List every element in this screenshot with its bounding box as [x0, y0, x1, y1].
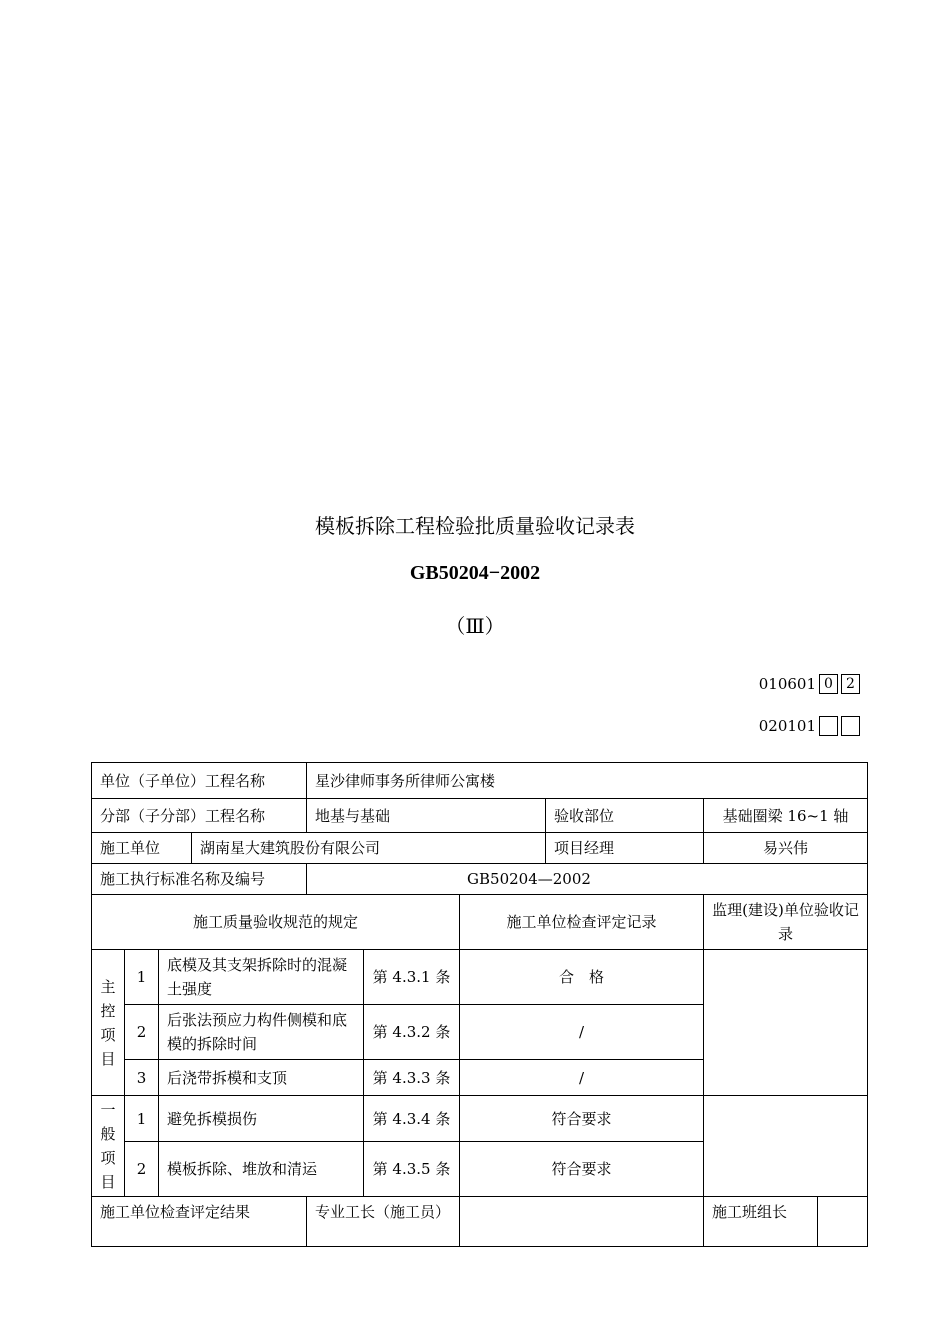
item-clause: 第 4.3.5 条	[364, 1142, 460, 1197]
foreman-label: 专业工长（施工员）	[307, 1197, 460, 1247]
item-clause: 第 4.3.4 条	[364, 1096, 460, 1142]
team-leader-signature	[818, 1197, 868, 1247]
main-control-label: 主控项目	[92, 950, 125, 1096]
code-row-2	[759, 716, 860, 736]
item-clause: 第 4.3.1 条	[364, 950, 460, 1005]
item-clause: 第 4.3.3 条	[364, 1060, 460, 1096]
division-value: 地基与基础	[307, 799, 546, 833]
inspection-table	[91, 762, 868, 1247]
roman-numeral: （Ⅲ）	[445, 614, 505, 638]
item-number: 2	[125, 1005, 159, 1060]
item-description: 避免拆模损伤	[159, 1096, 364, 1142]
contractor-label: 施工单位	[92, 833, 192, 864]
item-result: 符合要求	[460, 1142, 704, 1197]
item-result: 合 格	[460, 950, 704, 1005]
contractor-value: 湖南星大建筑股份有限公司	[192, 833, 546, 864]
team-leader-label: 施工班组长	[704, 1197, 818, 1247]
eval-result-label: 施工单位检查评定结果	[92, 1197, 307, 1247]
accept-part-value: 基础圈梁 16~1 轴	[704, 799, 868, 833]
item-description: 模板拆除、堆放和清运	[159, 1142, 364, 1197]
item-number: 1	[125, 950, 159, 1005]
code-prefix: 020101	[758, 717, 816, 735]
item-number: 3	[125, 1060, 159, 1096]
code-box[interactable]	[841, 716, 860, 736]
std-label: 施工执行标准名称及编号	[92, 864, 307, 895]
item-number: 1	[125, 1096, 159, 1142]
header-check: 施工单位检查评定记录	[460, 895, 704, 950]
code-row-1	[759, 674, 860, 694]
foreman-signature	[460, 1197, 704, 1247]
code-box[interactable]	[819, 716, 838, 736]
pm-value: 易兴伟	[704, 833, 868, 864]
code-box[interactable]: 2	[841, 674, 860, 694]
item-number: 2	[125, 1142, 159, 1197]
item-result: 符合要求	[460, 1096, 704, 1142]
header-supervisor: 监理(建设)单位验收记录	[704, 895, 868, 950]
std-value: GB50204—2002	[307, 864, 868, 895]
header-spec: 施工质量验收规范的规定	[92, 895, 460, 950]
code-box[interactable]: 0	[819, 674, 838, 694]
accept-part-label: 验收部位	[546, 799, 704, 833]
code-prefix: 010601	[758, 675, 816, 693]
pm-label: 项目经理	[546, 833, 704, 864]
form-title: 模板拆除工程检验批质量验收记录表	[315, 514, 635, 538]
supervisor-general-record	[704, 1096, 868, 1197]
project-label: 单位（子单位）工程名称	[92, 763, 307, 799]
supervisor-main-record	[704, 950, 868, 1096]
item-description: 底模及其支架拆除时的混凝土强度	[159, 950, 364, 1005]
item-result: /	[460, 1005, 704, 1060]
item-description: 后浇带拆模和支顶	[159, 1060, 364, 1096]
item-description: 后张法预应力构件侧模和底模的拆除时间	[159, 1005, 364, 1060]
general-items-label: 一般项目	[92, 1096, 125, 1197]
standard-code: GB50204−2002	[409, 562, 541, 584]
item-clause: 第 4.3.2 条	[364, 1005, 460, 1060]
project-value: 星沙律师事务所律师公寓楼	[307, 763, 868, 799]
item-result: /	[460, 1060, 704, 1096]
division-label: 分部（子分部）工程名称	[92, 799, 307, 833]
